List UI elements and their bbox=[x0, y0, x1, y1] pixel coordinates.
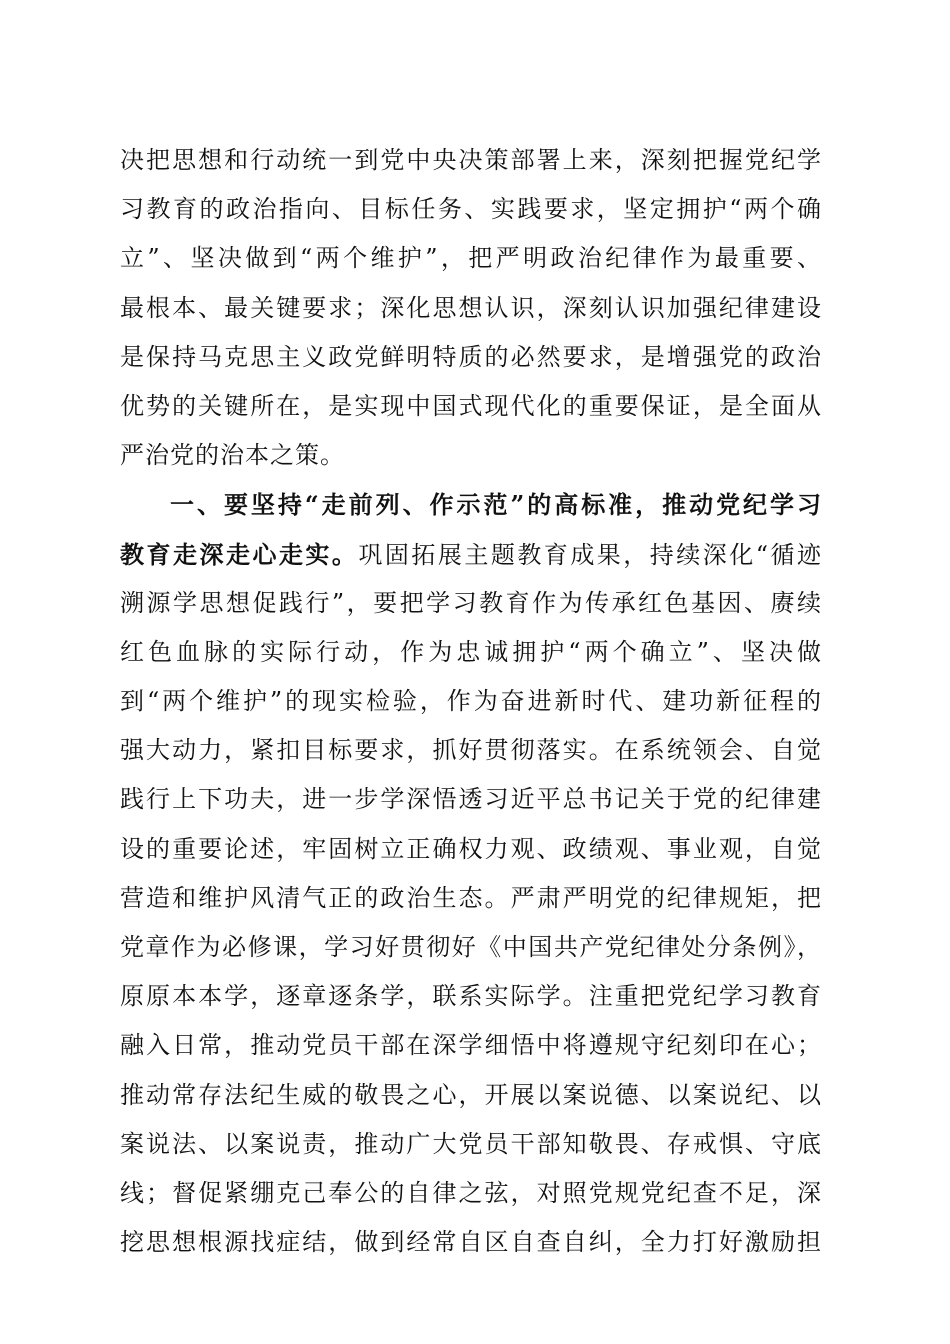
text-span: 巩固拓展主题教育成果，持续深化“循迹 bbox=[358, 540, 822, 569]
text-line: 融入日常，推动党员干部在深学细悟中将遵规守纪刻印在心； bbox=[120, 1031, 822, 1060]
paragraph-2 bbox=[120, 480, 822, 1267]
section-heading: 一、要坚持“走前列、作示范”的高标准，推动党纪学习 bbox=[170, 490, 822, 520]
text-line bbox=[120, 530, 822, 579]
text-line: 到“两个维护”的现实检验，作为奋进新时代、建功新征程的 bbox=[120, 687, 822, 716]
text-line: 优势的关键所在，是实现中国式现代化的重要保证，是全面从 bbox=[120, 391, 822, 420]
text-line: 强大动力，紧扣目标要求，抓好贯彻落实。在系统领会、自觉 bbox=[120, 736, 822, 765]
text-line: 党章作为必修课，学习好贯彻好《中国共产党纪律处分条例》， bbox=[120, 933, 822, 961]
text-line: 原原本本学，逐章逐条学，联系实际学。注重把党纪学习教育 bbox=[120, 982, 822, 1011]
text-line: 线；督促紧绷克己奉公的自律之弦，对照党规党纪查不足，深 bbox=[120, 1178, 822, 1207]
text-line: 营造和维护风清气正的政治生态。严肃严明党的纪律规矩，把 bbox=[120, 883, 822, 912]
text-line: 挖思想根源找症结，做到经常自区自查自纠，全力打好激励担 bbox=[120, 1228, 822, 1257]
text-line: 最根本、最关键要求；深化思想认识，深刻认识加强纪律建设 bbox=[120, 293, 822, 322]
text-line: 案说法、以案说责，推动广大党员干部知敬畏、存戒惧、守底 bbox=[120, 1129, 822, 1158]
text-line: 践行上下功夫，进一步学深悟透习近平总书记关于党的纪律建 bbox=[120, 785, 822, 814]
paragraph-1 bbox=[120, 136, 822, 480]
document-page bbox=[120, 136, 822, 1267]
text-line: 推动常存法纪生威的敬畏之心，开展以案说德、以案说纪、以 bbox=[120, 1080, 822, 1109]
section-heading-end: 教育走深走心走实。 bbox=[120, 539, 359, 569]
text-line: 是保持马克思主义政党鲜明特质的必然要求，是增强党的政治 bbox=[120, 342, 822, 371]
text-line: 红色血脉的实际行动，作为忠诚拥护“两个确立”、坚决做 bbox=[120, 637, 822, 666]
text-line: 溯源学思想促践行”，要把学习教育作为传承红色基因、赓续 bbox=[120, 588, 822, 617]
text-line: 设的重要论述，牢固树立正确权力观、政绩观、事业观，自觉 bbox=[120, 834, 822, 863]
text-line: 立”、坚决做到“两个维护”，把严明政治纪律作为最重要、 bbox=[120, 244, 822, 273]
text-line: 严治党的治本之策。 bbox=[120, 441, 345, 470]
text-line: 决把思想和行动统一到党中央决策部署上来，深刻把握党纪学 bbox=[120, 146, 822, 174]
text-line: 习教育的政治指向、目标任务、实践要求，坚定拥护“两个确 bbox=[120, 195, 822, 224]
